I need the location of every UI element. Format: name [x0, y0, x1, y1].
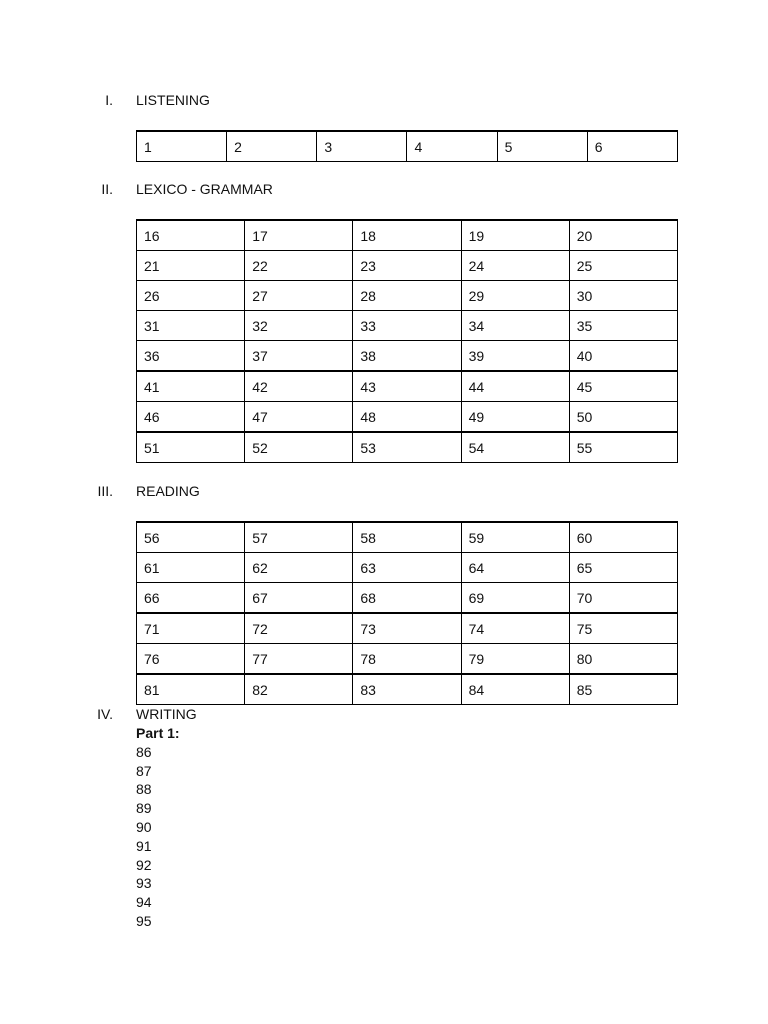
answer-cell[interactable]: 37 — [245, 341, 353, 372]
answer-cell[interactable]: 27 — [245, 281, 353, 311]
section-heading — [0, 92, 768, 110]
answer-cell[interactable]: 80 — [569, 644, 677, 675]
writing-item-number: 90 — [136, 818, 152, 835]
writing-item-number: 86 — [136, 743, 152, 760]
answer-table-reading — [136, 521, 678, 705]
section-numeral: III. — [97, 483, 113, 499]
answer-cell[interactable]: 41 — [137, 371, 245, 402]
section-title: LISTENING — [136, 92, 210, 108]
writing-item-number: 89 — [136, 800, 152, 817]
answer-cell[interactable]: 1 — [137, 131, 227, 162]
table-row — [137, 311, 678, 341]
answer-cell[interactable]: 78 — [353, 644, 461, 675]
table-row — [137, 613, 678, 644]
part-label: Part 1: — [136, 725, 180, 741]
answer-cell[interactable]: 5 — [497, 131, 587, 162]
answer-table-lexico-grammar — [136, 219, 678, 463]
answer-cell[interactable]: 2 — [227, 131, 317, 162]
answer-cell[interactable]: 36 — [137, 341, 245, 372]
section-numeral: I. — [105, 92, 113, 108]
section-heading — [0, 181, 768, 199]
answer-cell[interactable]: 30 — [569, 281, 677, 311]
answer-cell[interactable]: 39 — [461, 341, 569, 372]
writing-item-number: 95 — [136, 912, 152, 929]
answer-cell[interactable]: 25 — [569, 251, 677, 281]
answer-cell[interactable]: 62 — [245, 553, 353, 583]
answer-cell[interactable]: 55 — [569, 432, 677, 463]
table-row — [137, 281, 678, 311]
answer-cell[interactable]: 69 — [461, 583, 569, 614]
answer-cell[interactable]: 79 — [461, 644, 569, 675]
answer-cell[interactable]: 82 — [245, 674, 353, 705]
answer-cell[interactable]: 38 — [353, 341, 461, 372]
answer-cell[interactable]: 4 — [407, 131, 497, 162]
answer-cell[interactable]: 67 — [245, 583, 353, 614]
answer-cell[interactable]: 52 — [245, 432, 353, 463]
answer-cell[interactable]: 77 — [245, 644, 353, 675]
answer-cell[interactable]: 32 — [245, 311, 353, 341]
table-row — [137, 402, 678, 433]
table-row — [137, 371, 678, 402]
answer-cell[interactable]: 42 — [245, 371, 353, 402]
answer-cell[interactable]: 61 — [137, 553, 245, 583]
answer-cell[interactable]: 17 — [245, 220, 353, 251]
answer-cell[interactable]: 34 — [461, 311, 569, 341]
answer-cell[interactable]: 51 — [137, 432, 245, 463]
answer-cell[interactable]: 43 — [353, 371, 461, 402]
answer-cell[interactable]: 20 — [569, 220, 677, 251]
answer-cell[interactable]: 6 — [587, 131, 677, 162]
answer-cell[interactable]: 33 — [353, 311, 461, 341]
writing-item-number: 94 — [136, 894, 152, 911]
answer-cell[interactable]: 75 — [569, 613, 677, 644]
answer-cell[interactable]: 63 — [353, 553, 461, 583]
answer-cell[interactable]: 71 — [137, 613, 245, 644]
answer-cell[interactable]: 19 — [461, 220, 569, 251]
writing-item-number: 91 — [136, 837, 152, 854]
table-row — [137, 583, 678, 614]
answer-cell[interactable]: 53 — [353, 432, 461, 463]
writing-item-number: 87 — [136, 762, 152, 779]
section-numeral: IV. — [97, 706, 113, 722]
answer-cell[interactable]: 49 — [461, 402, 569, 433]
answer-cell[interactable]: 60 — [569, 522, 677, 553]
answer-cell[interactable]: 28 — [353, 281, 461, 311]
answer-cell[interactable]: 23 — [353, 251, 461, 281]
answer-cell[interactable]: 45 — [569, 371, 677, 402]
answer-cell[interactable]: 21 — [137, 251, 245, 281]
answer-cell[interactable]: 40 — [569, 341, 677, 372]
section-title: LEXICO - GRAMMAR — [136, 181, 273, 197]
answer-cell[interactable]: 22 — [245, 251, 353, 281]
section-numeral: II. — [101, 181, 113, 197]
table-row — [137, 131, 678, 162]
answer-cell[interactable]: 47 — [245, 402, 353, 433]
table-row — [137, 220, 678, 251]
answer-cell[interactable]: 16 — [137, 220, 245, 251]
answer-cell[interactable]: 70 — [569, 583, 677, 614]
answer-cell[interactable]: 83 — [353, 674, 461, 705]
answer-cell[interactable]: 59 — [461, 522, 569, 553]
answer-cell[interactable]: 24 — [461, 251, 569, 281]
table-row — [137, 522, 678, 553]
section-heading — [0, 483, 768, 501]
table-row — [137, 674, 678, 705]
table-row — [137, 432, 678, 463]
answer-cell[interactable]: 31 — [137, 311, 245, 341]
answer-cell[interactable]: 26 — [137, 281, 245, 311]
section-title: WRITING — [136, 706, 197, 722]
answer-cell[interactable]: 65 — [569, 553, 677, 583]
answer-cell[interactable]: 74 — [461, 613, 569, 644]
answer-cell[interactable]: 3 — [317, 131, 407, 162]
answer-cell[interactable]: 50 — [569, 402, 677, 433]
section-heading — [0, 706, 768, 724]
table-row — [137, 553, 678, 583]
table-row — [137, 341, 678, 372]
answer-cell[interactable]: 48 — [353, 402, 461, 433]
writing-item-number: 93 — [136, 875, 152, 892]
answer-cell[interactable]: 73 — [353, 613, 461, 644]
writing-item-number: 88 — [136, 781, 152, 798]
table-row — [137, 251, 678, 281]
answer-cell[interactable]: 81 — [137, 674, 245, 705]
answer-cell[interactable]: 85 — [569, 674, 677, 705]
answer-cell[interactable]: 84 — [461, 674, 569, 705]
answer-cell[interactable]: 18 — [353, 220, 461, 251]
writing-item-number: 92 — [136, 856, 152, 873]
answer-cell[interactable]: 57 — [245, 522, 353, 553]
answer-cell[interactable]: 76 — [137, 644, 245, 675]
answer-cell[interactable]: 66 — [137, 583, 245, 614]
answer-cell[interactable]: 68 — [353, 583, 461, 614]
answer-cell[interactable]: 64 — [461, 553, 569, 583]
answer-cell[interactable]: 56 — [137, 522, 245, 553]
answer-cell[interactable]: 29 — [461, 281, 569, 311]
answer-cell[interactable]: 46 — [137, 402, 245, 433]
section-title: READING — [136, 483, 200, 499]
answer-cell[interactable]: 35 — [569, 311, 677, 341]
answer-cell[interactable]: 58 — [353, 522, 461, 553]
answer-cell[interactable]: 54 — [461, 432, 569, 463]
answer-table-listening — [136, 130, 678, 162]
answer-cell[interactable]: 72 — [245, 613, 353, 644]
writing-part-1 — [136, 724, 180, 931]
table-row — [137, 644, 678, 675]
answer-cell[interactable]: 44 — [461, 371, 569, 402]
